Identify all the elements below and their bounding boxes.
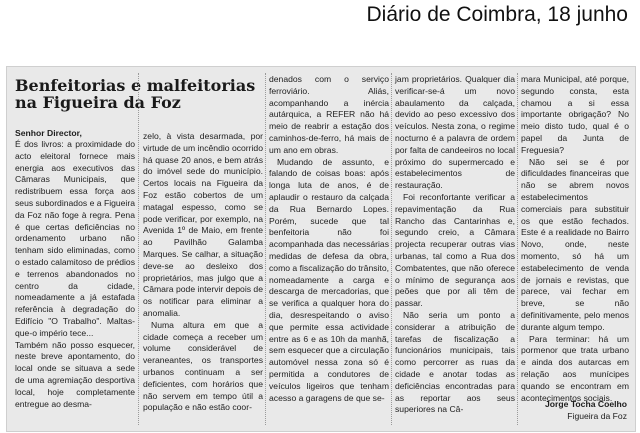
article-title-line-2: na Figueira da Foz [15, 93, 181, 112]
article-column-2 [143, 131, 263, 414]
author-signature: Jorge Tocha Coelho [545, 399, 627, 409]
column-divider [265, 73, 266, 425]
article-column-1 [15, 139, 135, 410]
salutation: Senhor Director, [15, 128, 82, 138]
article-column-4 [395, 74, 515, 416]
column-divider [517, 73, 518, 425]
paragraph: Numa altura em que a cidade começa a receber um volume considerável de veraneantes, os transportes urbanos continuam a ser deficientes, com horários que não servem em tempo útil a população e não estão coor- [143, 319, 263, 413]
article-column-3 [269, 74, 389, 404]
paragraph: denados com o serviço ferroviário. Aliás, acompanhando a inércia autárquica, a REFER não há meio de reabrir a estação dos caminhos-de-ferro, há mais de um ano em obras. [269, 74, 389, 155]
paragraph: Não seria um ponto a considerar a atribuição de tarefas de fiscalização a funcionários municipais, tais como percorrer as ruas da cidade e anotar todas as deficiências encontradas para as reportar aos seus superiores na Câ- [395, 309, 515, 415]
paragraph: zelo, à vista desarmada, por virtude de um incêndio ocorrido há quase 20 anos, e bem atrás do imóvel sede do município. Certos locais na Figueira da Foz estão cobertos de um matagal espesso, como se pode verificar, por exemplo, na Avenida 1º de Maio, em frente ao Pavilhão Galamba Marques. Se calhar, a situação deve-se ao desleixo dos proprietários, mas julgo que a Câmara pode intervir depois de os notificar para eliminar a anomalia. [143, 131, 263, 318]
newspaper-masthead: Diário de Coimbra, 18 junho [366, 3, 628, 26]
paragraph: mara Municipal, até porque, segundo consta, esta chamou a si essa importante obrigação? No meio disto tudo, qual é o papel da Junta de Freguesia? [521, 74, 629, 155]
paragraph: Também não posso esquecer, neste breve apontamento, do local onde se situava a sede de uma agremiação desportiva local, hoje completamente entregue ao desma- [15, 339, 135, 409]
article-title [15, 77, 255, 111]
article-clipping [6, 66, 636, 432]
paragraph: Foi reconfortante verificar a repavimentação da Rua Rancho das Cantarinhas e, segundo creio, a Câmara projecta recuperar outras vias urbanas, tal como a Rua dos Combatentes, que não oferece o mínimo de segurança aos peões que por ali têm de passar. [395, 191, 515, 309]
article-title-line-1: Benfeitorias e malfeitorias [15, 76, 256, 95]
author-location: Figueira da Foz [567, 411, 627, 421]
paragraph: Não sei se é por dificuldades financeiras que não se abrem novos estabelecimentos comerciais para substituir os que estão fechados. Este é a realidade no Bairro Novo, onde, neste momento, só há um estabelecimento de venda de jornais e revistas, que parece, vai fechar em breve, se não definitivamente, pelo menos durante algum tempo. [521, 156, 629, 332]
paragraph: Para terminar: há um pormenor que trata urbano e ainda dos autarcas em relação aos munícipes quando se encontram em acontecimentos sociais. [521, 333, 629, 403]
paragraph: jam proprietários. Qualquer dia verificar-se-á um novo abaulamento da calçada, devido ao peso excessivo dos veículos. Nesta zona, o regime nocturno é a palavra de ordem por falta de candeeiros no local próximo do supermercado e estabelecimentos de restauração. [395, 74, 515, 191]
paragraph: É dos livros: a proximidade do acto eleitoral fornece mais energia aos executivos das Câmaras Municipais, que redistribuem essa força aos seus subordinados e a Figueira da Foz não foge à regra. Pena é que certas deficiências no ordenamento urbano não tenham sido eliminadas, como o estado calamitoso de prédios e terrenos abandonados no centro da cidade, nomeadamente a já estafada referência à degradação do Edifício "O Trabalho". Maltas-que-o império tece... [15, 139, 135, 338]
article-column-5 [521, 74, 629, 404]
paragraph: Mudando de assunto, e falando de coisas boas: após longa luta de anos, é de aplaudir o restauro da calçada da Rua Bernardo Lopes. Porém, sucede que tal benfeitoria não foi acompanhada das necessárias medidas de defesa da obra, como a fiscalização do trânsito, nomeadamente a carga e descarga de mercadorias, que se verifica a qualquer hora do dia, desrespeitando o aviso que permite essa actividade entre as 6 e as 10h da manhã, sem esquecer que a circulação automóvel nessa zona só é permitida a condutores de veículos ligeiros que tenham acesso a garagens de que se- [269, 156, 389, 403]
column-divider [391, 73, 392, 425]
column-divider [138, 73, 139, 425]
